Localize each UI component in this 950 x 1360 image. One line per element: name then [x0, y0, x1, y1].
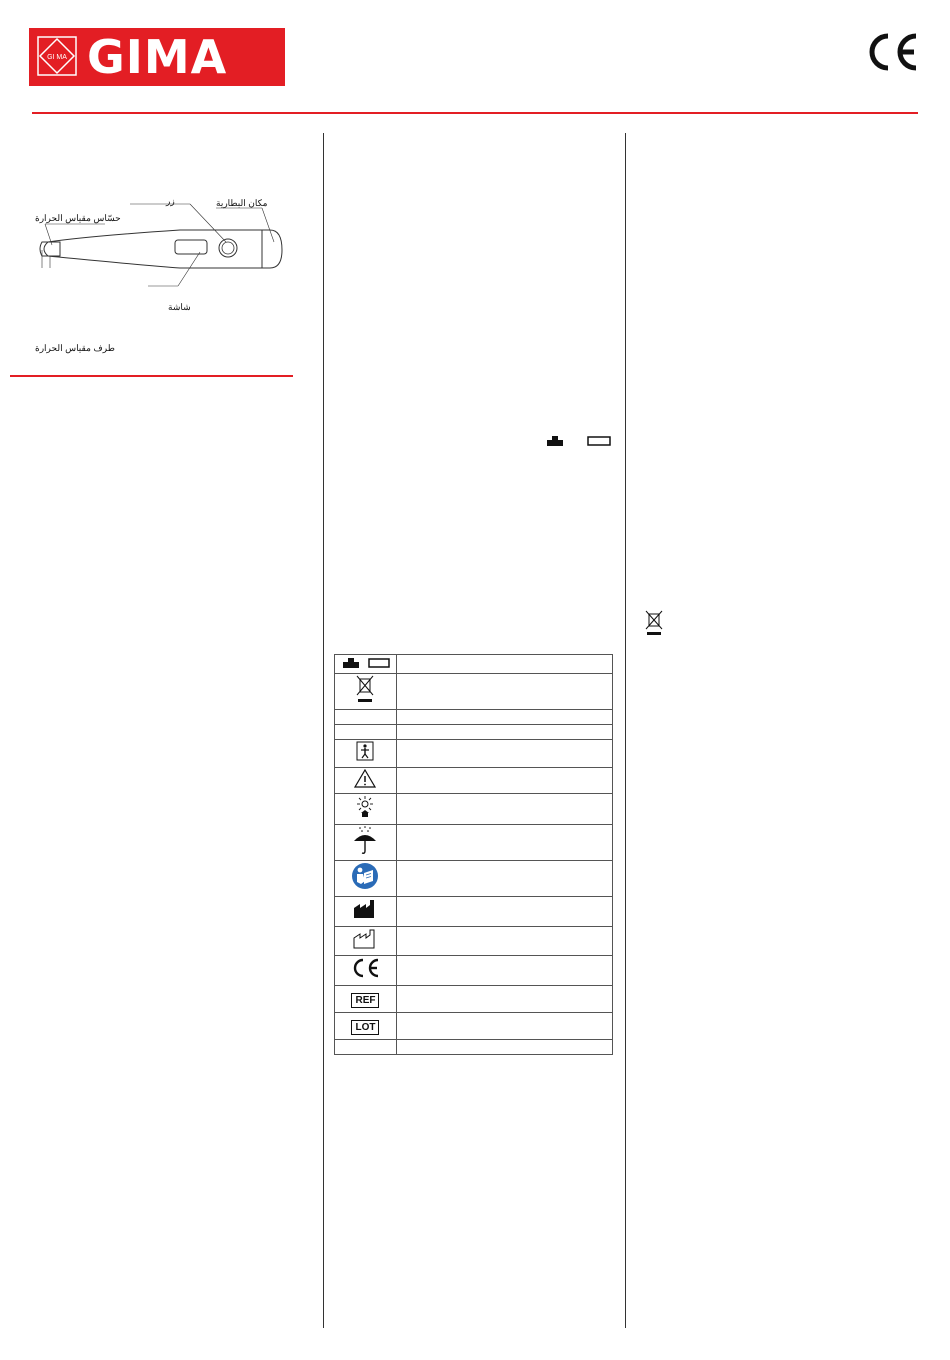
symbol-description [396, 674, 612, 710]
ce-mark-icon [864, 30, 920, 74]
symbol-description [396, 655, 612, 674]
symbol-cell [335, 710, 397, 725]
symbol-cell [335, 1040, 397, 1055]
symbol-description [396, 768, 612, 794]
table-row [335, 768, 613, 794]
section-divider [10, 375, 293, 377]
table-row [335, 861, 613, 897]
symbol-cell [335, 655, 397, 674]
battery-polarity-icon [339, 658, 391, 668]
table-row [335, 740, 613, 768]
symbol-description [396, 725, 612, 740]
symbol-cell [335, 1013, 397, 1040]
table-row [335, 710, 613, 725]
label-thermometer-sensor: حسّاس مقياس الحرارة [35, 213, 121, 223]
symbol-cell [335, 674, 397, 710]
symbol-cell [335, 740, 397, 768]
weee-bin-icon [645, 610, 663, 636]
manufacture-date-icon [353, 929, 377, 949]
symbol-cell [335, 927, 397, 956]
table-row [335, 725, 613, 740]
type-b-applied-part-icon [356, 741, 374, 761]
column-divider-1 [323, 133, 324, 1328]
table-row [335, 956, 613, 986]
symbol-cell [335, 986, 397, 1013]
ce-mark-icon [350, 958, 380, 978]
weee-bin-icon [355, 674, 375, 704]
symbol-description [396, 1013, 612, 1040]
keep-away-sunlight-icon [353, 795, 377, 819]
column-divider-2 [625, 133, 626, 1328]
symbol-description [396, 1040, 612, 1055]
battery-polarity-icon [546, 435, 612, 447]
lot-icon: LOT [351, 1020, 379, 1035]
table-row [335, 655, 613, 674]
symbol-description [396, 794, 612, 825]
header-divider [32, 112, 918, 114]
symbols-table [334, 654, 613, 1055]
label-button: زر [166, 196, 175, 206]
label-battery-compartment: مكان البطارية [216, 198, 268, 208]
table-row [335, 927, 613, 956]
symbol-description [396, 927, 612, 956]
symbol-cell [335, 725, 397, 740]
symbol-description [396, 986, 612, 1013]
table-row [335, 794, 613, 825]
symbol-cell [335, 825, 397, 861]
label-display: شاشة [168, 302, 191, 312]
table-row [335, 897, 613, 927]
gima-logo [29, 28, 285, 86]
ref-icon: REF [351, 993, 379, 1008]
manufacturer-icon [353, 899, 377, 919]
read-manual-icon [351, 862, 379, 890]
symbol-description [396, 740, 612, 768]
warning-triangle-icon [354, 769, 376, 788]
symbol-description [396, 861, 612, 897]
symbol-cell [335, 861, 397, 897]
symbol-cell [335, 956, 397, 986]
table-row [335, 674, 613, 710]
table-row [335, 986, 613, 1013]
symbol-cell [335, 768, 397, 794]
gima-diamond-logo-icon [37, 36, 77, 76]
table-row [335, 1040, 613, 1055]
symbol-cell [335, 794, 397, 825]
svg-text:GI MA: GI MA [47, 54, 67, 61]
symbol-cell [335, 897, 397, 927]
label-thermometer-tip: طرف مقياس الحرارة [35, 343, 115, 353]
table-row [335, 825, 613, 861]
symbol-description [396, 710, 612, 725]
symbol-description [396, 956, 612, 986]
brand-name: GIMA [87, 30, 228, 84]
keep-dry-umbrella-icon [352, 825, 378, 855]
symbol-description [396, 897, 612, 927]
table-row [335, 1013, 613, 1040]
symbol-description [396, 825, 612, 861]
